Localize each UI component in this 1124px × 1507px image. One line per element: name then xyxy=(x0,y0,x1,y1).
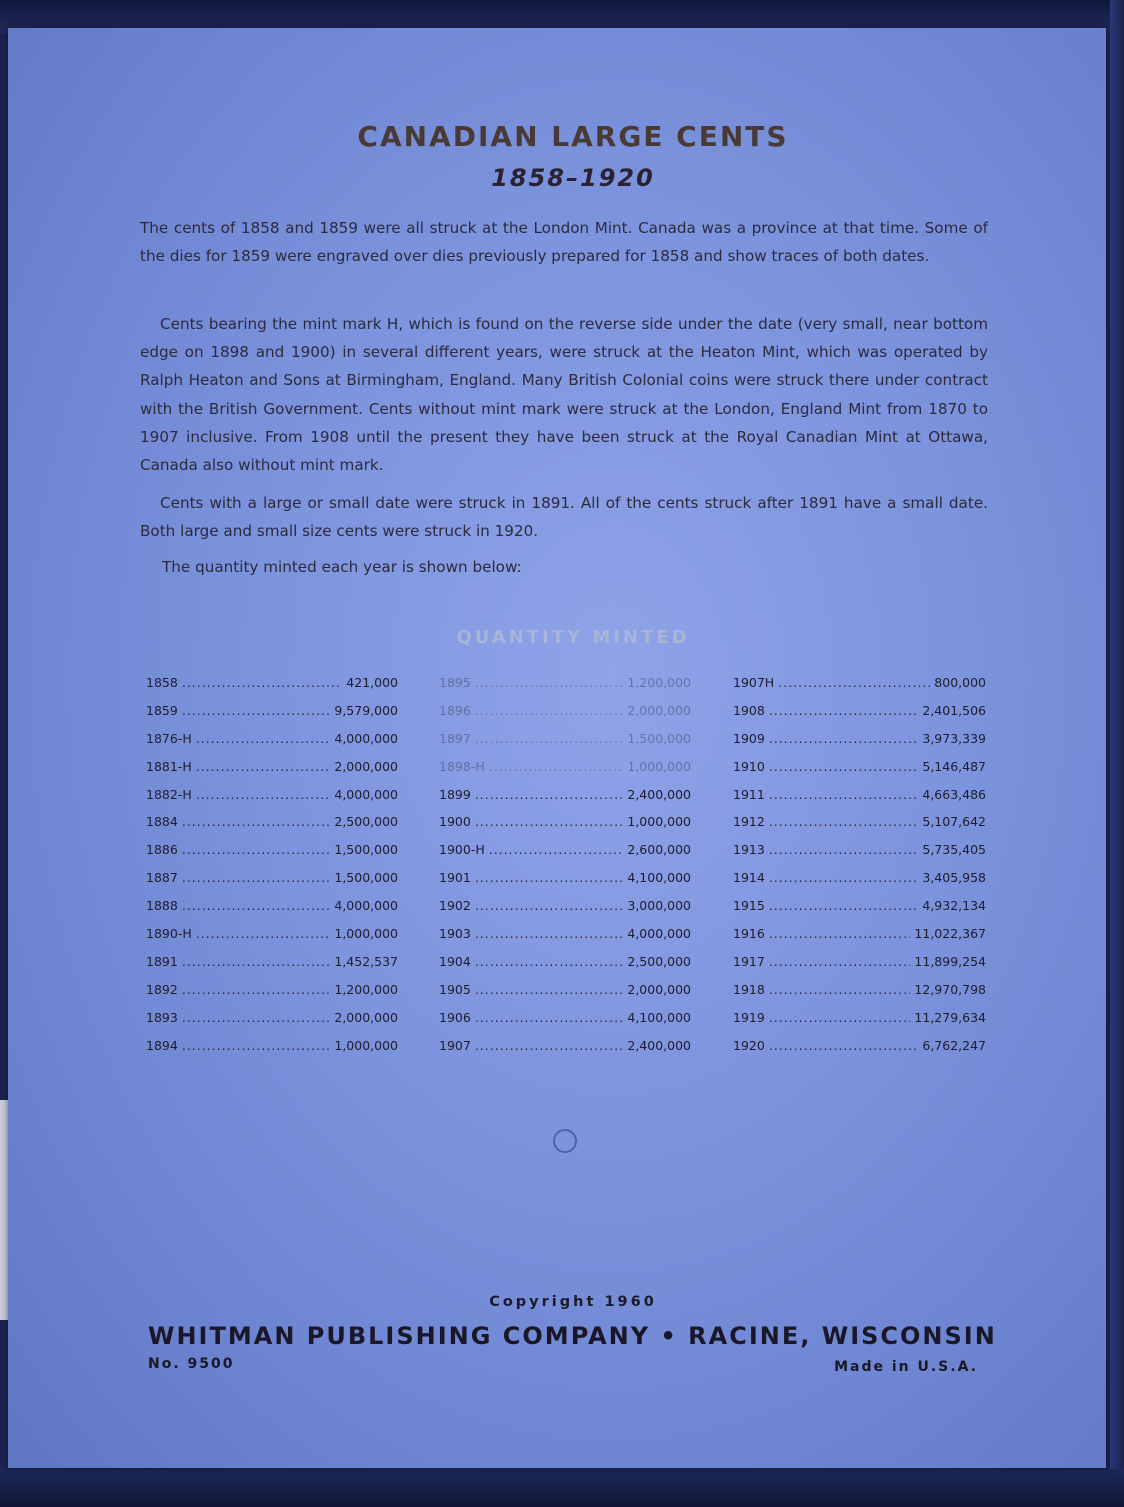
mintage-year: 1896 xyxy=(439,702,471,718)
mintage-year: 1895 xyxy=(439,675,471,690)
mintage-row xyxy=(733,814,986,842)
mintage-year: 1894 xyxy=(146,1037,178,1053)
mintage-year: 1858 xyxy=(146,675,178,690)
publisher-line: WHITMAN PUBLISHING COMPANY • RACINE, WISCONSIN xyxy=(148,1322,997,1350)
mintage-year: 1907H xyxy=(733,675,775,690)
mintage-row xyxy=(733,842,986,870)
mintage-row xyxy=(146,1010,398,1038)
paragraph-date-sizes: Cents with a large or small date were struck in 1891. All of the cents struck after 1891 have a small date. Both large and small size cents were struck in 1920. xyxy=(140,494,988,541)
dot-leader xyxy=(769,926,911,941)
dot-leader xyxy=(475,870,624,885)
mintage-row xyxy=(733,1038,986,1066)
mintage-quantity: 2,000,000 xyxy=(627,702,691,718)
dot-leader xyxy=(182,898,331,913)
dot-leader xyxy=(475,898,624,913)
mintage-year: 1919 xyxy=(733,1009,765,1025)
mintage-row xyxy=(733,926,986,954)
dot-leader xyxy=(778,675,930,690)
mintage-row xyxy=(146,870,398,898)
dot-leader xyxy=(475,982,624,997)
mintage-column-2 xyxy=(439,675,691,1065)
mintage-year: 1886 xyxy=(146,842,178,858)
dot-leader xyxy=(475,675,624,690)
mintage-quantity: 2,000,000 xyxy=(334,1009,398,1025)
mintage-year: 1891 xyxy=(146,953,178,969)
dot-leader xyxy=(489,842,624,857)
dot-leader xyxy=(769,703,919,718)
dot-leader xyxy=(769,731,919,746)
mintage-year: 1907 xyxy=(439,1037,471,1053)
mintage-row xyxy=(439,926,691,954)
date-range: 1858–1920 xyxy=(491,164,655,192)
dot-leader xyxy=(769,1038,919,1053)
mintage-quantity: 5,146,487 xyxy=(922,758,986,774)
mintage-year: 1892 xyxy=(146,981,178,997)
mintage-quantity: 4,000,000 xyxy=(334,730,398,746)
dot-leader xyxy=(182,842,331,857)
binder-right-edge xyxy=(1110,0,1124,1507)
mintage-year: 1917 xyxy=(733,953,765,969)
mintage-row xyxy=(146,675,398,703)
dot-leader xyxy=(489,759,624,774)
binder-bottom-edge xyxy=(0,1469,1124,1507)
mintage-quantity: 5,735,405 xyxy=(922,842,986,858)
dot-leader xyxy=(475,1010,624,1025)
mintage-quantity: 4,000,000 xyxy=(334,898,398,914)
copyright-line: Copyright 1960 xyxy=(489,1294,657,1310)
mintage-row xyxy=(733,675,986,703)
dot-leader xyxy=(182,1010,331,1025)
mintage-year: 1881-H xyxy=(146,758,192,774)
mintage-year: 1912 xyxy=(733,814,765,830)
dot-leader xyxy=(182,954,331,969)
mintage-year: 1899 xyxy=(439,786,471,802)
mintage-quantity: 4,100,000 xyxy=(627,1009,691,1025)
mintage-row xyxy=(439,954,691,982)
dot-leader xyxy=(196,731,331,746)
mintage-quantity: 2,400,000 xyxy=(627,1037,691,1053)
dot-leader xyxy=(182,870,331,885)
mintage-row xyxy=(733,982,986,1010)
mintage-quantity: 11,022,367 xyxy=(914,926,986,942)
mintage-year: 1884 xyxy=(146,814,178,830)
dot-leader xyxy=(196,926,331,941)
mintage-row xyxy=(439,814,691,842)
mintage-row xyxy=(439,759,691,787)
mintage-row xyxy=(146,759,398,787)
mintage-row xyxy=(146,982,398,1010)
mintage-year: 1888 xyxy=(146,898,178,914)
dot-leader xyxy=(769,1010,911,1025)
dot-leader xyxy=(475,731,624,746)
mintage-year: 1920 xyxy=(733,1037,765,1053)
mintage-row xyxy=(439,1038,691,1066)
mintage-quantity: 11,279,634 xyxy=(914,1009,986,1025)
mintage-quantity: 1,000,000 xyxy=(627,758,691,774)
mintage-quantity: 12,970,798 xyxy=(914,981,986,997)
mintage-year: 1916 xyxy=(733,926,765,942)
dot-leader xyxy=(769,759,919,774)
mintage-quantity: 1,500,000 xyxy=(334,842,398,858)
paragraph-london-mint: The cents of 1858 and 1859 were all struck at the London Mint. Canada was a province at that time. Some of the dies for 1859 were engraved over dies previously prepared for 1858 and show traces of both dates. xyxy=(140,219,988,266)
mintage-year: 1898-H xyxy=(439,758,485,774)
mintage-quantity: 1,200,000 xyxy=(627,675,691,690)
mintage-year: 1859 xyxy=(146,702,178,718)
dot-leader xyxy=(769,787,919,802)
dot-leader xyxy=(182,982,331,997)
dot-leader xyxy=(475,954,624,969)
mintage-row xyxy=(146,814,398,842)
mintage-year: 1914 xyxy=(733,870,765,886)
mintage-year: 1918 xyxy=(733,981,765,997)
mintage-year: 1893 xyxy=(146,1009,178,1025)
mintage-quantity: 2,400,000 xyxy=(627,786,691,802)
mintage-quantity: 3,405,958 xyxy=(922,870,986,886)
mintage-quantity: 4,000,000 xyxy=(627,926,691,942)
mintage-year: 1910 xyxy=(733,758,765,774)
mintage-row xyxy=(146,926,398,954)
dot-leader xyxy=(769,814,919,829)
dot-leader xyxy=(182,703,331,718)
mintage-quantity: 9,579,000 xyxy=(334,702,398,718)
dot-leader xyxy=(769,870,919,885)
catalog-number: No. 9500 xyxy=(148,1356,235,1372)
mintage-year: 1882-H xyxy=(146,786,192,802)
mintage-row xyxy=(146,1038,398,1066)
page-title: CANADIAN LARGE CENTS xyxy=(357,120,789,153)
mintage-row xyxy=(733,759,986,787)
mintage-year: 1903 xyxy=(439,926,471,942)
printed-page xyxy=(8,28,1106,1468)
mintage-year: 1897 xyxy=(439,730,471,746)
mintage-row xyxy=(439,703,691,731)
mintage-quantity: 1,000,000 xyxy=(334,926,398,942)
mintage-quantity: 1,000,000 xyxy=(627,814,691,830)
mintage-row xyxy=(439,870,691,898)
dot-leader xyxy=(475,787,624,802)
mintage-quantity: 4,000,000 xyxy=(334,786,398,802)
mintage-row xyxy=(146,731,398,759)
mintage-row xyxy=(146,954,398,982)
mintage-year: 1876-H xyxy=(146,730,192,746)
mintage-quantity: 1,500,000 xyxy=(334,870,398,886)
mintage-year: 1902 xyxy=(439,898,471,914)
mintage-row xyxy=(439,1010,691,1038)
mintage-row xyxy=(733,1010,986,1038)
mintage-year: 1890-H xyxy=(146,926,192,942)
mintage-quantity: 2,401,506 xyxy=(922,702,986,718)
mintage-year: 1909 xyxy=(733,730,765,746)
mintage-quantity: 1,200,000 xyxy=(334,981,398,997)
mintage-row xyxy=(733,870,986,898)
mintage-quantity: 2,500,000 xyxy=(334,814,398,830)
mintage-year: 1915 xyxy=(733,898,765,914)
paragraph-quantity-intro: The quantity minted each year is shown below: xyxy=(162,558,522,576)
mintage-row xyxy=(439,787,691,815)
mintage-quantity: 1,500,000 xyxy=(627,730,691,746)
table-heading: QUANTITY MINTED xyxy=(456,627,690,648)
mintage-year: 1906 xyxy=(439,1009,471,1025)
mintage-row xyxy=(733,898,986,926)
mintage-quantity: 3,973,339 xyxy=(922,730,986,746)
dot-leader xyxy=(769,982,911,997)
dot-leader xyxy=(182,814,331,829)
mintage-row xyxy=(146,898,398,926)
mintage-quantity: 2,000,000 xyxy=(334,758,398,774)
paragraph-heaton-mint: Cents bearing the mint mark H, which is found on the reverse side under the date (very small, near bottom edge on 1898 and 1900) in several different years, were struck at the Heaton Mint, which was operated by Ralph Heaton and Sons at Birmingham, England. Many British Colonial coins were struck there under contract with the British Government. Cents without mint mark were struck at the London, England Mint from 1870 to 1907 inclusive. From 1908 until the present they have been struck at the Royal Canadian Mint at Ottawa, Canada also without mint mark. xyxy=(140,315,988,475)
mintage-row xyxy=(733,787,986,815)
mintage-row xyxy=(439,731,691,759)
dot-leader xyxy=(475,1038,624,1053)
mintage-year: 1900-H xyxy=(439,842,485,858)
mintage-quantity: 2,600,000 xyxy=(627,842,691,858)
dot-leader xyxy=(475,814,624,829)
mintage-year: 1900 xyxy=(439,814,471,830)
mintage-quantity: 2,500,000 xyxy=(627,953,691,969)
mintage-year: 1904 xyxy=(439,953,471,969)
mintage-column-3 xyxy=(733,675,986,1065)
dot-leader xyxy=(196,759,331,774)
mintage-quantity: 4,100,000 xyxy=(627,870,691,886)
mintage-row xyxy=(733,703,986,731)
mintage-year: 1913 xyxy=(733,842,765,858)
mintage-row xyxy=(439,982,691,1010)
mintage-row xyxy=(146,703,398,731)
dot-leader xyxy=(769,954,911,969)
mintage-quantity: 4,932,134 xyxy=(922,898,986,914)
paper-blemish xyxy=(553,1129,577,1153)
dot-leader xyxy=(182,1038,331,1053)
mintage-quantity: 5,107,642 xyxy=(922,814,986,830)
dot-leader xyxy=(196,787,331,802)
mintage-quantity: 11,899,254 xyxy=(914,953,986,969)
mintage-year: 1901 xyxy=(439,870,471,886)
mintage-row xyxy=(439,675,691,703)
mintage-row xyxy=(146,787,398,815)
mintage-year: 1887 xyxy=(146,870,178,886)
mintage-quantity: 1,000,000 xyxy=(334,1037,398,1053)
mintage-year: 1905 xyxy=(439,981,471,997)
mintage-row xyxy=(439,898,691,926)
dot-leader xyxy=(769,898,919,913)
mintage-row xyxy=(146,842,398,870)
dot-leader xyxy=(769,842,919,857)
mintage-year: 1908 xyxy=(733,702,765,718)
mintage-row xyxy=(733,954,986,982)
mintage-quantity: 1,452,537 xyxy=(334,953,398,969)
mintage-quantity: 6,762,247 xyxy=(922,1037,986,1053)
made-in-label: Made in U.S.A. xyxy=(834,1359,978,1375)
mintage-year: 1911 xyxy=(733,786,765,802)
mintage-quantity: 2,000,000 xyxy=(627,981,691,997)
mintage-quantity: 4,663,486 xyxy=(922,786,986,802)
mintage-quantity: 3,000,000 xyxy=(627,898,691,914)
dot-leader xyxy=(475,703,624,718)
mintage-row xyxy=(439,842,691,870)
dot-leader xyxy=(475,926,624,941)
mintage-quantity: 800,000 xyxy=(934,675,986,690)
mintage-column-1 xyxy=(146,675,398,1065)
mintage-row xyxy=(733,731,986,759)
dot-leader xyxy=(182,675,342,690)
mintage-quantity: 421,000 xyxy=(346,675,398,690)
